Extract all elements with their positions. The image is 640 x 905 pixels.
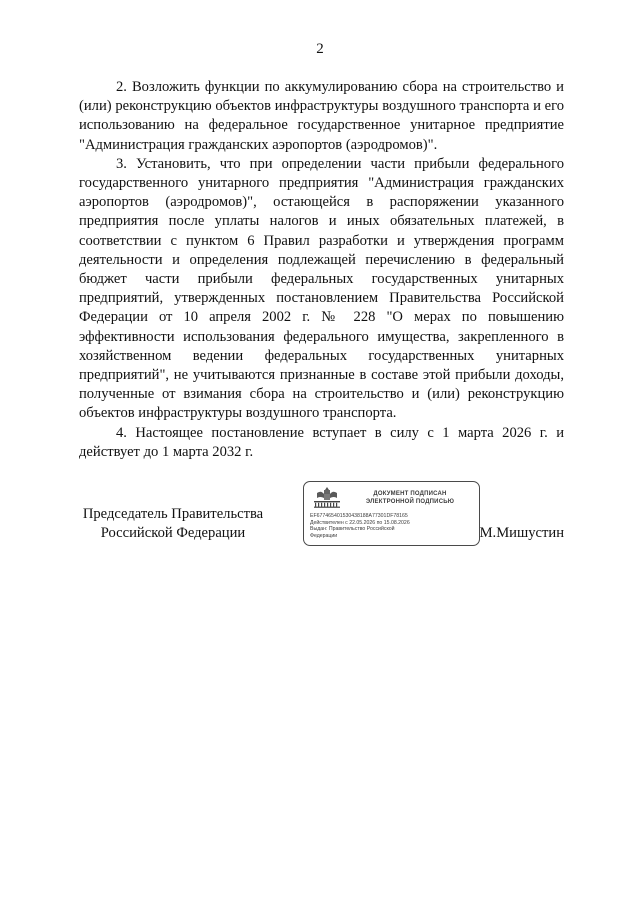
electronic-signature-stamp: [303, 481, 480, 546]
signature-block: [79, 478, 564, 550]
stamp-heading-line-1: ДОКУМЕНТ ПОДПИСАН: [373, 491, 447, 497]
signer-name: М.Мишустин: [479, 525, 564, 541]
coat-of-arms-emblem-icon: [312, 486, 342, 508]
signer-title-line-1: Председатель Правительства: [82, 506, 264, 522]
stamp-details: [310, 513, 476, 539]
stamp-validity: Действителен с 22.05.2026 по 15.08.2026: [310, 519, 410, 526]
signer-title: [79, 505, 267, 543]
paragraph-2: 2. Возложить функции по аккумулированию сбора на строительство и (или) реконструкцию объектов инфраструктуры воздушного транспорта и его использованию на федеральное государственное унитарное предприятие "Администрация гражданских аэропортов (аэродромов)".: [79, 79, 564, 153]
stamp-issued-to-line-2: Федерации: [310, 532, 338, 539]
stamp-certificate: EF677465401530438188A77301DF78165: [310, 513, 408, 519]
stamp-issued-to-line-1: Выдан: Правительство Российской: [310, 526, 395, 533]
paragraph-4: 4. Настоящее постановление вступает в силу с 1 марта 2026 г. и действует до 1 марта 2032 г.: [79, 424, 564, 460]
paragraph-3: 3. Установить, что при определении части прибыли федерального государственного унитарного предприятия "Администрация гражданских аэропортов (аэродромов)", остающейся в распоряжении указанного предприятия после уплаты налогов и иных обязательных платежей, в соответствии с пунктом 6 Правил разработки и утверждения программ деятельности и определения подлежащей перечислению в федеральный бюджет части прибыли федеральных государственных унитарных предприятий, утвержденных постановлением Правительства Российской Федерации от 10 апреля 2002 г. № 228 "О мерах по повышению эффективности использования федерального имущества, закрепленного в хозяйственном ведении федеральных государственных унитарных предприятий", не учитываются признанные в составе этой прибыли доходы, полученные от взимания сбора на строительство и (или) реконструкцию объектов инфраструктуры воздушного транспорта.: [79, 155, 564, 422]
document-body: [79, 78, 564, 462]
signer-title-line-2: Российской Федерации: [100, 525, 246, 541]
stamp-heading-line-2: ЭЛЕКТРОННОЙ ПОДПИСЬЮ: [365, 499, 455, 505]
page-number: 2: [316, 41, 324, 57]
stamp-heading: [344, 490, 476, 506]
